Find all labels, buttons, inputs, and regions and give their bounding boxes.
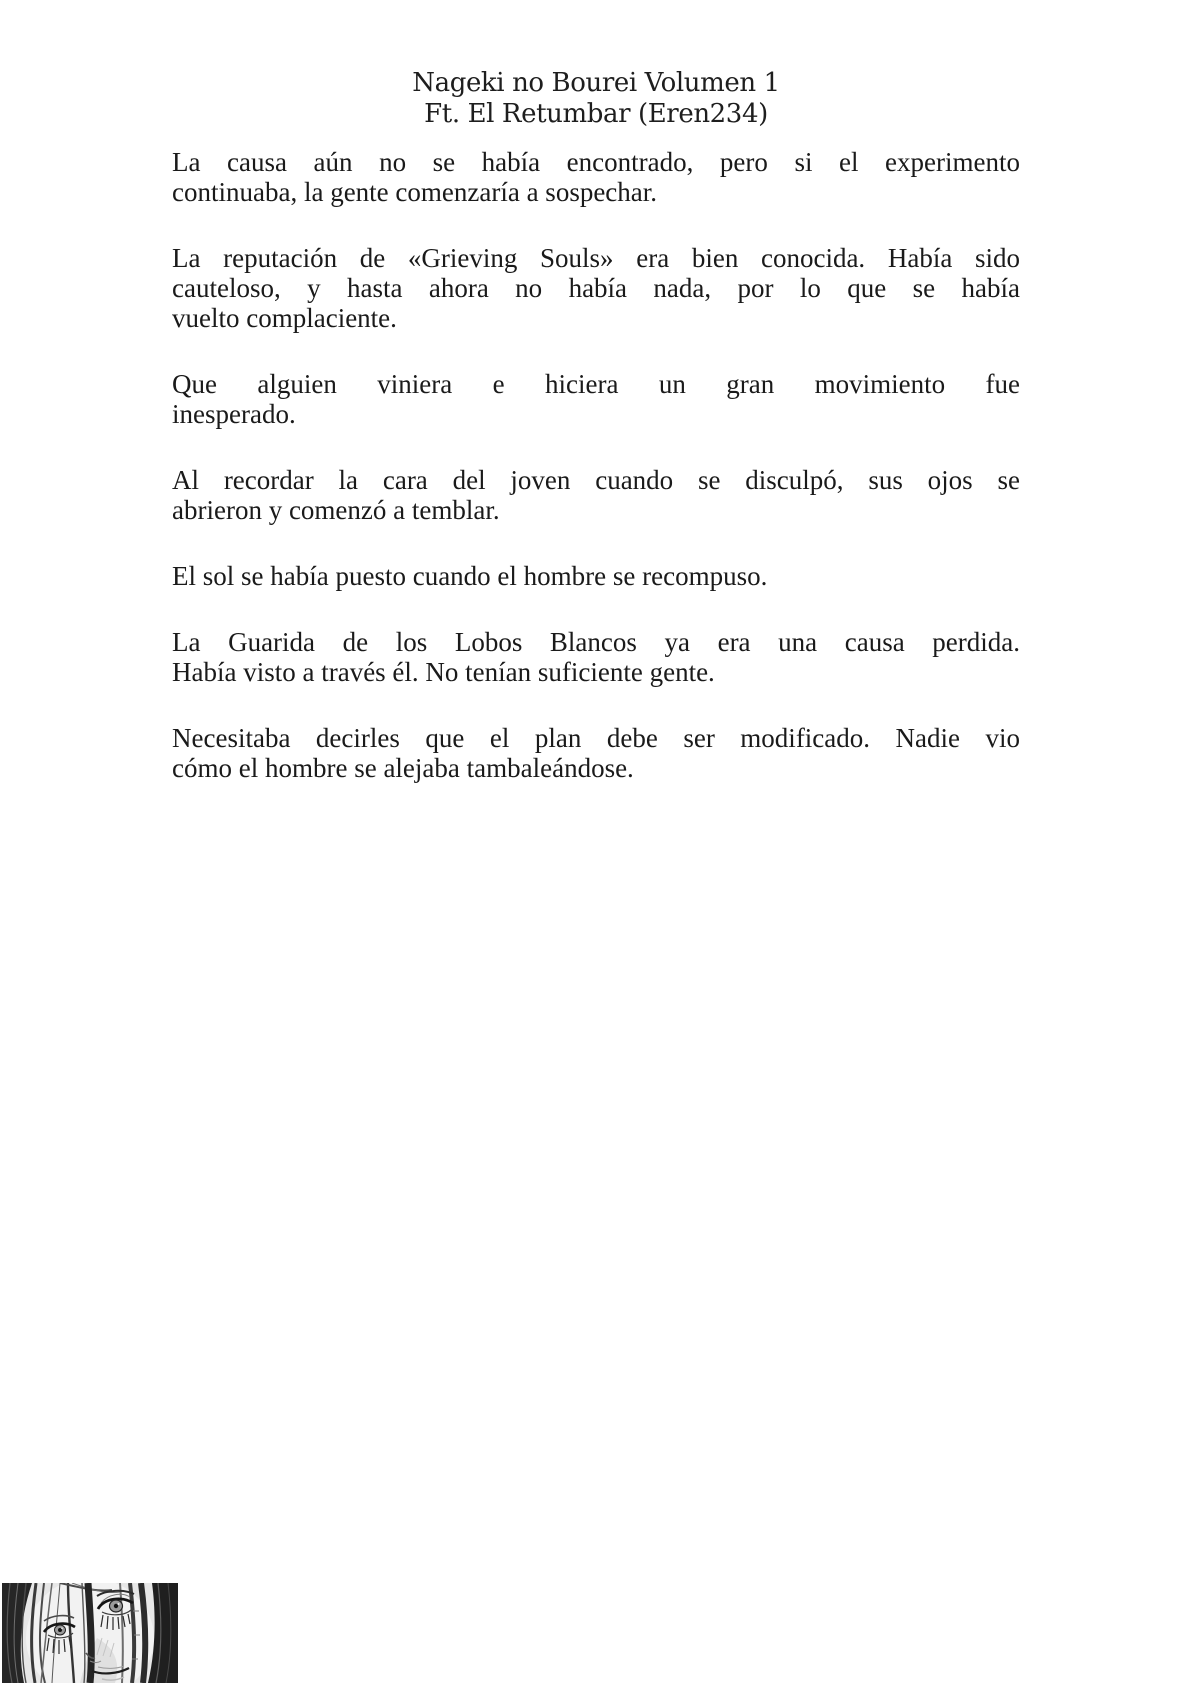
title-line-2: Ft. El Retumbar (Eren234) xyxy=(424,99,768,129)
manga-face-art xyxy=(2,1583,178,1683)
manga-face-illustration xyxy=(2,1583,178,1683)
document-header xyxy=(172,0,1020,130)
document-body xyxy=(172,147,1020,783)
text-line: La Guarida de los Lobos Blancos ya era una causa perdida. xyxy=(172,627,1020,657)
text-line: Al recordar la cara del joven cuando se disculpó, sus ojos se xyxy=(172,465,1020,495)
text-line: vuelto complaciente. xyxy=(172,303,397,333)
title-line-1: Nageki no Bourei Volumen 1 xyxy=(412,68,780,98)
text-line: cauteloso, y hasta ahora no había nada, por lo que se había xyxy=(172,273,1020,303)
text-line: La causa aún no se había encontrado, pero si el experimento xyxy=(172,147,1020,177)
text-line: La reputación de «Grieving Souls» era bien conocida. Había sido xyxy=(172,243,1020,273)
paragraph xyxy=(172,723,1020,783)
text-line: Necesitaba decirles que el plan debe ser modificado. Nadie vio xyxy=(172,723,1020,753)
paragraph xyxy=(172,243,1020,333)
paragraph xyxy=(172,561,1020,591)
paragraph xyxy=(172,147,1020,207)
paragraph xyxy=(172,465,1020,525)
text-line: cómo el hombre se alejaba tambaleándose. xyxy=(172,753,634,783)
text-line: inesperado. xyxy=(172,399,296,429)
paragraph xyxy=(172,627,1020,687)
text-line: continuaba, la gente comenzaría a sospechar. xyxy=(172,177,658,207)
text-line: Había visto a través él. No tenían suficiente gente. xyxy=(172,657,715,687)
text-line: Que alguien viniera e hiciera un gran movimiento fue xyxy=(172,369,1020,399)
page-content xyxy=(172,0,1020,819)
text-line: abrieron y comenzó a temblar. xyxy=(172,495,500,525)
text-line: El sol se había puesto cuando el hombre se recompuso. xyxy=(172,561,768,591)
paragraph xyxy=(172,369,1020,429)
